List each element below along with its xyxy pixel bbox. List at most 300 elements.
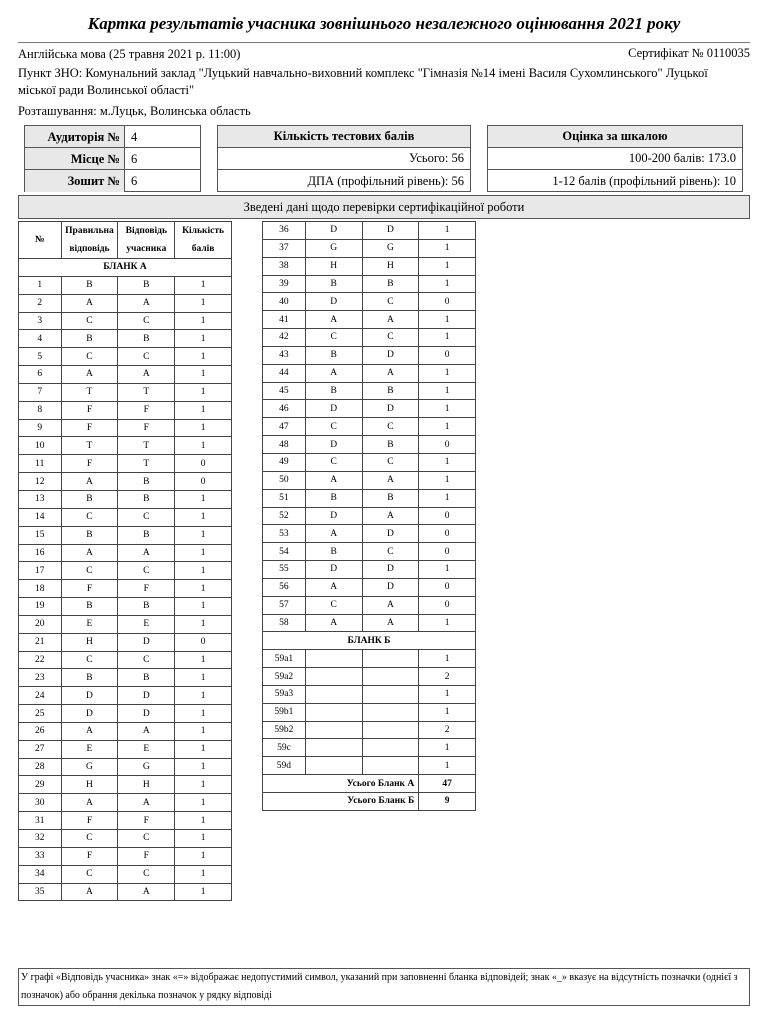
correct-answer: F (61, 401, 118, 419)
points: 0 (419, 596, 476, 614)
points: 1 (175, 776, 232, 794)
points: 1 (175, 294, 232, 312)
correct-answer (305, 703, 362, 721)
correct-answer: C (61, 865, 118, 883)
booklet-label: Зошит № (25, 170, 125, 192)
points: 1 (175, 687, 232, 705)
correct-answer: E (61, 615, 118, 633)
correct-answer: A (61, 294, 118, 312)
question-number: 49 (263, 453, 306, 471)
points: 0 (419, 543, 476, 561)
points: 1 (419, 400, 476, 418)
table-row (263, 578, 476, 596)
question-number: 9 (19, 419, 62, 437)
total-b-label: Усього Бланк Б (263, 793, 419, 811)
points: 1 (419, 311, 476, 329)
points: 0 (419, 507, 476, 525)
student-answer: A (118, 544, 175, 562)
table-row (263, 382, 476, 400)
student-answer: C (118, 508, 175, 526)
points: 1 (175, 830, 232, 848)
question-number: 53 (263, 525, 306, 543)
question-number: 17 (19, 562, 62, 580)
points: 1 (175, 722, 232, 740)
table-b-body-a (263, 222, 476, 632)
correct-answer: A (305, 364, 362, 382)
points: 1 (175, 437, 232, 455)
total-a-label: Усього Бланк А (263, 775, 419, 793)
question-number: 10 (19, 437, 62, 455)
correct-answer: D (305, 507, 362, 525)
student-answer: D (118, 687, 175, 705)
points: 1 (419, 685, 476, 703)
correct-answer: G (305, 239, 362, 257)
question-number: 37 (263, 239, 306, 257)
table-row (19, 830, 232, 848)
table-row (263, 561, 476, 579)
correct-answer: A (305, 614, 362, 632)
points: 0 (419, 346, 476, 364)
question-number: 13 (19, 490, 62, 508)
points: 0 (175, 455, 232, 473)
question-number: 27 (19, 740, 62, 758)
question-number: 1 (19, 276, 62, 294)
student-answer: A (362, 471, 419, 489)
points: 1 (419, 257, 476, 275)
points: 1 (175, 598, 232, 616)
question-number: 18 (19, 580, 62, 598)
points: 1 (419, 364, 476, 382)
table-row (19, 330, 232, 348)
student-answer: D (362, 525, 419, 543)
table-row (19, 740, 232, 758)
question-number: 59a2 (263, 668, 306, 686)
table-row (263, 650, 476, 668)
correct-answer: B (61, 490, 118, 508)
location-info: Розташування: м.Луцьк, Волинська область (18, 104, 251, 118)
table-row (19, 473, 232, 491)
table-row (19, 633, 232, 651)
question-number: 55 (263, 561, 306, 579)
student-answer: B (118, 473, 175, 491)
student-answer: F (118, 812, 175, 830)
student-answer: F (118, 401, 175, 419)
results-table-a (18, 221, 232, 901)
seat-label: Місце № (25, 148, 125, 169)
student-answer: B (118, 598, 175, 616)
correct-answer (305, 721, 362, 739)
table-row (19, 437, 232, 455)
question-number: 59a1 (263, 650, 306, 668)
blank-a-label: БЛАНК А (19, 259, 232, 277)
student-answer: C (118, 562, 175, 580)
student-answer: F (118, 580, 175, 598)
correct-answer: B (305, 382, 362, 400)
subject-info: Англійська мова (25 травня 2021 р. 11:00) (18, 47, 241, 61)
booklet-row (25, 170, 200, 192)
points: 0 (419, 436, 476, 454)
table-row (19, 544, 232, 562)
table-row (263, 525, 476, 543)
student-answer: B (362, 489, 419, 507)
question-number: 28 (19, 758, 62, 776)
correct-answer (305, 757, 362, 775)
correct-answer: B (61, 598, 118, 616)
table-row (263, 222, 476, 240)
student-answer: A (362, 596, 419, 614)
student-answer: B (118, 490, 175, 508)
question-number: 41 (263, 311, 306, 329)
question-number: 42 (263, 329, 306, 347)
table-row (263, 346, 476, 364)
table-row (19, 276, 232, 294)
scale-12-score: 1-12 балів (профільний рівень): 10 (552, 173, 736, 188)
table-row (19, 669, 232, 687)
placement-box (24, 125, 201, 192)
points: 1 (175, 508, 232, 526)
student-answer: A (118, 883, 175, 901)
table-row (19, 865, 232, 883)
student-answer: F (118, 847, 175, 865)
points: 1 (419, 561, 476, 579)
correct-answer (305, 685, 362, 703)
points: 1 (175, 348, 232, 366)
points: 1 (175, 490, 232, 508)
question-number: 36 (263, 222, 306, 240)
student-answer: B (362, 382, 419, 400)
table-row (19, 883, 232, 901)
total-a-value: 47 (419, 775, 476, 793)
points: 2 (419, 668, 476, 686)
student-answer: C (118, 830, 175, 848)
student-answer: D (362, 222, 419, 240)
table-row (263, 703, 476, 721)
scale-scores-box (487, 125, 743, 192)
table-row (19, 847, 232, 865)
question-number: 26 (19, 722, 62, 740)
question-number: 34 (19, 865, 62, 883)
points: 1 (175, 883, 232, 901)
table-row (263, 596, 476, 614)
table-row (263, 453, 476, 471)
student-answer: C (362, 418, 419, 436)
table-row (263, 721, 476, 739)
points: 1 (175, 669, 232, 687)
points: 1 (175, 562, 232, 580)
student-answer: F (118, 419, 175, 437)
table-row (19, 812, 232, 830)
table-row (19, 508, 232, 526)
points: 1 (419, 471, 476, 489)
correct-answer: D (305, 293, 362, 311)
correct-answer: B (61, 526, 118, 544)
question-number: 15 (19, 526, 62, 544)
student-answer: C (118, 651, 175, 669)
student-answer: G (118, 758, 175, 776)
table-row (19, 794, 232, 812)
student-answer: C (362, 543, 419, 561)
table-row (19, 776, 232, 794)
points: 1 (175, 330, 232, 348)
table-row (19, 526, 232, 544)
student-answer (362, 757, 419, 775)
student-answer: A (362, 507, 419, 525)
question-number: 58 (263, 614, 306, 632)
student-answer: G (362, 239, 419, 257)
points: 1 (175, 383, 232, 401)
col-student-header: Відповідь учасника (118, 222, 175, 259)
student-answer: E (118, 740, 175, 758)
student-answer: A (362, 614, 419, 632)
student-answer: T (118, 455, 175, 473)
question-number: 21 (19, 633, 62, 651)
totals-body (263, 775, 476, 811)
points: 1 (175, 276, 232, 294)
question-number: 6 (19, 366, 62, 384)
correct-answer: B (305, 543, 362, 561)
points: 1 (419, 275, 476, 293)
table-row (19, 366, 232, 384)
table-row (263, 311, 476, 329)
question-number: 43 (263, 346, 306, 364)
correct-answer (305, 668, 362, 686)
student-answer: H (118, 776, 175, 794)
auditorium-row (25, 126, 200, 148)
table-row (19, 401, 232, 419)
student-answer: T (118, 437, 175, 455)
student-answer: A (118, 794, 175, 812)
total-row-a (263, 775, 476, 793)
question-number: 23 (19, 669, 62, 687)
points: 1 (175, 758, 232, 776)
student-answer: A (118, 294, 175, 312)
points: 0 (419, 293, 476, 311)
points: 1 (419, 703, 476, 721)
correct-answer: C (61, 830, 118, 848)
question-number: 44 (263, 364, 306, 382)
correct-answer: A (61, 366, 118, 384)
question-number: 33 (19, 847, 62, 865)
table-row (19, 651, 232, 669)
question-number: 14 (19, 508, 62, 526)
scale-scores-header: Оцінка за шкалою (488, 126, 742, 148)
student-answer: A (362, 311, 419, 329)
table-row (263, 293, 476, 311)
points: 1 (175, 865, 232, 883)
points: 1 (175, 740, 232, 758)
question-number: 39 (263, 275, 306, 293)
question-number: 29 (19, 776, 62, 794)
correct-answer: B (61, 330, 118, 348)
table-row (19, 312, 232, 330)
points: 1 (175, 544, 232, 562)
table-row (19, 580, 232, 598)
question-number: 56 (263, 578, 306, 596)
test-scores-box (217, 125, 471, 192)
points: 1 (175, 812, 232, 830)
section-row (263, 632, 476, 650)
points: 1 (419, 739, 476, 757)
correct-answer: H (305, 257, 362, 275)
question-number: 59b2 (263, 721, 306, 739)
student-answer: B (118, 669, 175, 687)
student-answer: C (118, 348, 175, 366)
question-number: 19 (19, 598, 62, 616)
auditorium-value: 4 (131, 129, 138, 144)
table-row (263, 329, 476, 347)
table-row (263, 275, 476, 293)
correct-answer: B (61, 669, 118, 687)
points: 2 (419, 721, 476, 739)
correct-answer: A (61, 883, 118, 901)
correct-answer: F (61, 580, 118, 598)
student-answer: B (362, 436, 419, 454)
question-number: 31 (19, 812, 62, 830)
question-number: 59d (263, 757, 306, 775)
test-scores-dpa: ДПА (профільний рівень): 56 (307, 173, 464, 188)
points: 1 (419, 650, 476, 668)
correct-answer: A (61, 544, 118, 562)
question-number: 8 (19, 401, 62, 419)
question-number: 20 (19, 615, 62, 633)
correct-answer: C (61, 562, 118, 580)
correct-answer: A (61, 473, 118, 491)
points: 1 (175, 401, 232, 419)
correct-answer: F (61, 847, 118, 865)
student-answer: B (362, 275, 419, 293)
total-row-b (263, 793, 476, 811)
correct-answer: F (61, 812, 118, 830)
correct-answer: C (61, 651, 118, 669)
student-answer (362, 650, 419, 668)
question-number: 38 (263, 257, 306, 275)
question-number: 2 (19, 294, 62, 312)
student-answer: D (362, 578, 419, 596)
points: 1 (175, 526, 232, 544)
question-number: 45 (263, 382, 306, 400)
points: 0 (419, 578, 476, 596)
correct-answer: A (61, 794, 118, 812)
summary-header: Зведені дані щодо перевірки сертифікаційної роботи (18, 195, 750, 219)
table-row (263, 418, 476, 436)
student-answer (362, 668, 419, 686)
points: 1 (175, 419, 232, 437)
table-row (19, 383, 232, 401)
title-divider (18, 42, 750, 43)
table-row (19, 455, 232, 473)
question-number: 48 (263, 436, 306, 454)
student-answer: D (362, 346, 419, 364)
table-row (19, 615, 232, 633)
col-points-header: Кількість балів (175, 222, 232, 259)
table-row (263, 757, 476, 775)
correct-answer: D (305, 436, 362, 454)
results-table-b (262, 221, 476, 811)
student-answer: A (118, 366, 175, 384)
question-number: 4 (19, 330, 62, 348)
table-a-body (19, 259, 232, 901)
student-answer: E (118, 615, 175, 633)
question-number: 59a3 (263, 685, 306, 703)
correct-answer: H (61, 633, 118, 651)
question-number: 35 (19, 883, 62, 901)
correct-answer: A (305, 311, 362, 329)
student-answer: B (118, 276, 175, 294)
table-row (263, 489, 476, 507)
scale-200-score: 100-200 балів: 173.0 (488, 148, 742, 170)
points: 1 (419, 222, 476, 240)
correct-answer: C (305, 596, 362, 614)
correct-answer: D (305, 400, 362, 418)
correct-answer: B (305, 346, 362, 364)
table-row (19, 758, 232, 776)
table-row (19, 490, 232, 508)
question-number: 25 (19, 705, 62, 723)
question-number: 50 (263, 471, 306, 489)
auditorium-label: Аудиторія № (25, 126, 125, 147)
points: 0 (419, 525, 476, 543)
points: 1 (175, 615, 232, 633)
student-answer: C (118, 865, 175, 883)
table-row (263, 364, 476, 382)
student-answer: D (118, 633, 175, 651)
question-number: 5 (19, 348, 62, 366)
student-answer: T (118, 383, 175, 401)
correct-answer (305, 739, 362, 757)
student-answer: C (362, 453, 419, 471)
table-row (263, 507, 476, 525)
table-row (263, 471, 476, 489)
student-answer (362, 721, 419, 739)
student-answer: B (118, 330, 175, 348)
table-row (19, 598, 232, 616)
points: 1 (419, 489, 476, 507)
correct-answer: D (61, 687, 118, 705)
correct-answer: E (61, 740, 118, 758)
table-row (263, 739, 476, 757)
points: 1 (419, 382, 476, 400)
correct-answer: T (61, 383, 118, 401)
correct-answer: C (305, 418, 362, 436)
question-number: 7 (19, 383, 62, 401)
student-answer (362, 685, 419, 703)
correct-answer: B (61, 276, 118, 294)
question-number: 3 (19, 312, 62, 330)
points: 1 (175, 705, 232, 723)
total-b-value: 9 (419, 793, 476, 811)
points: 1 (175, 580, 232, 598)
points: 1 (175, 651, 232, 669)
table-row (19, 687, 232, 705)
table-row (263, 257, 476, 275)
points: 1 (419, 453, 476, 471)
points: 0 (175, 633, 232, 651)
question-number: 32 (19, 830, 62, 848)
question-number: 47 (263, 418, 306, 436)
correct-answer (305, 650, 362, 668)
certificate-number: Сертифікат № 0110035 (628, 46, 750, 60)
table-row (19, 562, 232, 580)
student-answer (362, 739, 419, 757)
student-answer: C (362, 293, 419, 311)
table-row (19, 294, 232, 312)
table-row (263, 543, 476, 561)
question-number: 51 (263, 489, 306, 507)
table-header-row (19, 222, 232, 259)
table-row (263, 436, 476, 454)
question-number: 46 (263, 400, 306, 418)
student-answer: D (362, 561, 419, 579)
